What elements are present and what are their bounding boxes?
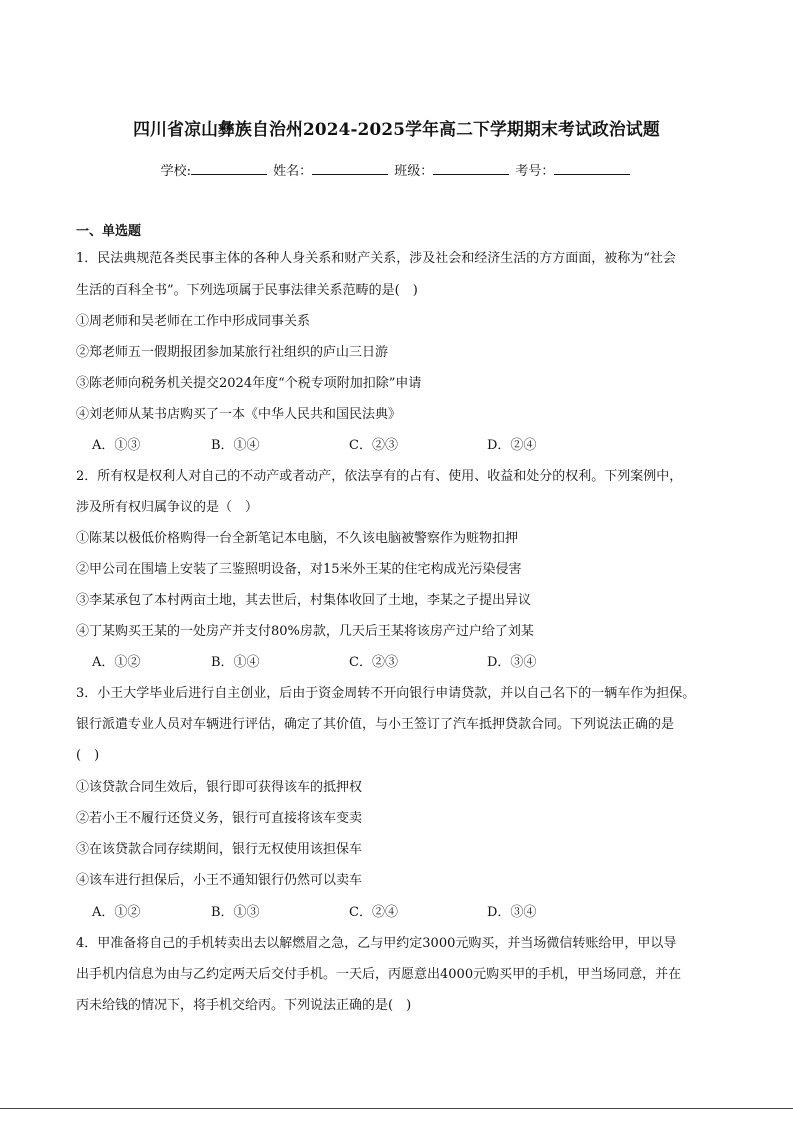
q3-options (92, 901, 692, 919)
q2-option-d[interactable]: D．③④ (487, 655, 537, 670)
q3-stem-line-1: 3．小王大学毕业后进行自主创业，后由于资金周转不开向银行申请贷款，并以自己名下的一辆车作为担保。 (76, 686, 696, 701)
q1-option-d[interactable]: D．②④ (487, 438, 537, 453)
q1-option-b[interactable]: B．①④ (211, 438, 260, 453)
number-label: 考号： (515, 164, 555, 179)
school-label: 学校: (160, 164, 191, 179)
exam-title: 四川省凉山彝族自治州2024-2025学年高二下学期期末考试政治试题 (133, 119, 660, 139)
class-label: 班级： (394, 164, 434, 179)
q1-item-2: ②郑老师五一假期报团参加某旅行社组织的庐山三日游 (76, 345, 389, 360)
q4-stem-line-2: 出手机内信息为由与乙约定两天后交付手机。一天后，丙愿意出4000元购买甲的手机，甲当场同意，并在 (76, 967, 682, 982)
q2-option-a[interactable]: A．①② (92, 655, 141, 670)
school-blank[interactable] (191, 162, 267, 175)
q1-item-3: ③陈老师向税务机关提交2024年度“个税专项附加扣除”申请 (76, 376, 422, 391)
q1-options (92, 434, 692, 452)
q2-item-3: ③李某承包了本村两亩土地，其去世后，村集体收回了土地，李某之子提出异议 (76, 593, 532, 608)
q1-stem-line-1: 1．民法典规范各类民事主体的各种人身关系和财产关系，涉及社会和经济生活的方方面面，被称为“社会 (76, 251, 676, 266)
q2-option-b[interactable]: B．①④ (211, 655, 260, 670)
q1-item-4: ④刘老师从某书店购买了一本《中华人民共和国民法典》 (76, 407, 402, 422)
q1-option-a[interactable]: A．①③ (92, 438, 141, 453)
q4-stem-line-1: 4．甲准备将自己的手机转卖出去以解燃眉之急，乙与甲约定3000元购买，并当场微信转账给甲，甲以导 (76, 936, 677, 951)
q2-stem-line-1: 2．所有权是权利人对自己的不动产或者动产，依法享有的占有、使用、收益和处分的权利。下列案例中， (76, 469, 683, 484)
class-blank[interactable] (433, 162, 509, 175)
name-blank[interactable] (312, 162, 388, 175)
student-info-line (0, 160, 793, 179)
q3-option-a[interactable]: A．①② (92, 905, 141, 920)
q2-option-c[interactable]: C．②③ (349, 655, 398, 670)
q3-item-2: ②若小王不履行还贷义务，银行可直接将该车变卖 (76, 811, 363, 826)
q2-options (92, 651, 692, 669)
q2-item-2: ②甲公司在围墙上安装了三鉴照明设备，对15米外王某的住宅构成光污染侵害 (76, 562, 522, 577)
q3-item-3: ③在该贷款合同存续期间，银行无权使用该担保车 (76, 842, 363, 857)
q2-item-1: ①陈某以极低价格购得一台全新笔记本电脑，不久该电脑被警察作为赃物扣押 (76, 531, 519, 546)
number-blank[interactable] (554, 162, 630, 175)
q1-stem-line-2: 生活的百科全书”。下列选项属于民事法律关系范畴的是( ) (76, 283, 418, 298)
q1-item-1: ①周老师和吴老师在工作中形成同事关系 (76, 314, 311, 329)
q3-option-c[interactable]: C．②④ (349, 905, 398, 920)
q2-item-4: ④丁某购买王某的一处房产并支付80%房款，几天后王某将该房产过户给了刘某 (76, 624, 534, 639)
section-heading: 一、单选题 (76, 224, 142, 239)
q3-stem-line-2: 银行派遣专业人员对车辆进行评估，确定了其价值，与小王签订了汽车抵押贷款合同。下列说法正确的是 (76, 717, 675, 732)
q1-option-c[interactable]: C．②③ (349, 438, 398, 453)
q3-item-4: ④该车进行担保后，小王不通知银行仍然可以卖车 (76, 873, 363, 888)
q3-stem-line-3: ( ) (76, 748, 100, 763)
name-label: 姓名： (273, 164, 313, 179)
q3-option-d[interactable]: D．③④ (487, 905, 537, 920)
q4-stem-line-3: 丙未给钱的情况下，将手机交给丙。下列说法正确的是( ) (76, 998, 412, 1013)
q2-stem-line-2: 涉及所有权归属争议的是（ ） (76, 500, 259, 515)
q3-item-1: ①该贷款合同生效后，银行即可获得该车的抵押权 (76, 780, 363, 795)
q3-option-b[interactable]: B．①③ (211, 905, 260, 920)
page-bottom-rule (0, 1108, 793, 1109)
